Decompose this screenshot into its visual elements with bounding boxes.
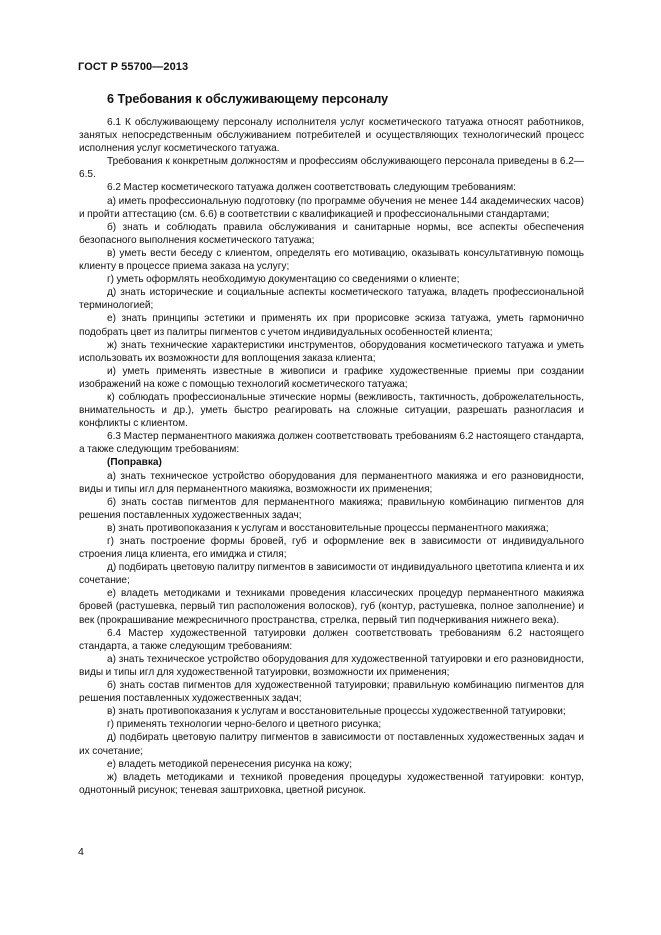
- paragraph-6-2: 6.2 Мастер косметического татуажа должен соответствовать следующим требованиям:: [107, 182, 516, 194]
- list-item-6-3-g: г) знать построение формы бровей, губ и оформление век в зависимости от индивидуального строения лица клиента, его имиджа и стиля;: [79, 536, 584, 561]
- page-number: 4: [78, 846, 84, 858]
- list-item-6-3-a: а) знать техническое устройство оборудования для перманентного макияжа и его разновидности, виды и типы игл для перманентного макияжа, возможности их применения;: [79, 470, 584, 495]
- list-item-6-4-b: б) знать состав пигментов для художественной татуировки; правильную комбинацию пигментов для решения поставленных художественных задач;: [79, 680, 584, 705]
- list-item-6-3-b: б) знать состав пигментов для перманентного макияжа; правильную комбинацию пигментов для решения поставленных художественных задач;: [79, 496, 584, 521]
- list-item-6-4-zh: ж) владеть методиками и техникой проведения процедуры художественной татуировки: контур, однотонный рисунок; теневая заштриховка, цветной рисунок.: [79, 771, 584, 796]
- paragraph-6-3: 6.3 Мастер перманентного макияжа должен соответствовать требованиям 6.2 настоящего стандарта, а также следующим требованиям:: [79, 431, 584, 456]
- list-item-6-2-zh: ж) знать технические характеристики инструментов, оборудования косметического татуажа и уметь использовать их возможности для воплощения заказа клиента;: [79, 339, 584, 364]
- list-item-6-2-d: д) знать исторические и социальные аспекты косметического татуажа, владеть профессиональной терминологией;: [79, 287, 584, 312]
- paragraph-6-1: 6.1 К обслуживающему персоналу исполнителя услуг косметического татуажа относят работников, занятых непосредственным обслуживанием потребителей и осуществляющих технологический процесс исполнения услуг косметического татуажа.: [79, 117, 584, 155]
- list-item-6-3-d: д) подбирать цветовую палитру пигментов в зависимости от индивидуального цветотипа клиента и их сочетание;: [79, 562, 584, 587]
- list-item-6-4-g: г) применять технологии черно-белого и цветного рисунка;: [107, 719, 382, 731]
- list-item-6-2-b: б) знать и соблюдать правила обслуживания и санитарные нормы, все аспекты обеспечения безопасного выполнения косметического татуажа;: [79, 221, 584, 246]
- paragraph-requirements-ref: Требования к конкретным должностям и профессиям обслуживающего персонала приведены в 6.2—6.5.: [79, 156, 584, 181]
- section-body: [79, 116, 584, 797]
- list-item-6-3-e: е) владеть методиками и техниками проведения классических процедур перманентного макияжа бровей (растушевка, первый тип расположения волосков), губ (контур, растушевка, полное заполнение) и век (прокрашивание межресничного пространства, стрелка, первый тип подчеркивания нижнего века).: [79, 588, 584, 626]
- amendment-note: (Поправка): [107, 457, 162, 469]
- list-item-6-2-k: к) соблюдать профессиональные этические нормы (вежливость, тактичность, доброжелательность, внимательность и др.), уметь быстро реагировать на сложные ситуации, разрешать разногласия и конфликты с клиентом.: [79, 391, 584, 430]
- list-item-6-2-a: а) иметь профессиональную подготовку (по программе обучения не менее 144 академических часов) и пройти аттестацию (см. 6.6) в соответствии с квалификацией и профессиональными стандартами;: [79, 195, 584, 220]
- list-item-6-4-v: в) знать противопоказания к услугам и восстановительные процессы художественной татуировки;: [107, 706, 566, 718]
- document-standard-id: ГОСТ Р 55700—2013: [78, 61, 189, 73]
- list-item-6-4-a: а) знать техническое устройство оборудования для художественной татуировки и его разновидности, виды и типы игл для художественной татуировки, возможности их применения;: [79, 653, 584, 678]
- list-item-6-2-v: в) уметь вести беседу с клиентом, определять его мотивацию, оказывать консультативную помощь клиенту в процессе приема заказа на услугу;: [79, 247, 584, 273]
- list-item-6-3-v: в) знать противопоказания к услугам и восстановительные процессы перманентного макияжа;: [107, 522, 549, 534]
- list-item-6-4-e: е) владеть методикой перенесения рисунка на кожу;: [107, 758, 353, 770]
- list-item-6-4-d: д) подбирать цветовую палитру пигментов в зависимости от поставленных художественных задач и их сочетание;: [79, 732, 584, 757]
- paragraph-6-4: 6.4 Мастер художественной татуировки должен соответствовать требованиям 6.2 настоящего стандарта, а также следующим требованиям:: [79, 627, 584, 652]
- list-item-6-2-e: е) знать принципы эстетики и применять их при прорисовке эскиза татуажа, уметь гармонично подобрать цвет из палитры пигментов с учетом индивидуальных особенностей клиента;: [79, 313, 584, 338]
- list-item-6-2-i: и) уметь применять известные в живописи и графике художественные приемы при создании изображений на коже с помощью технологий косметического татуажа;: [79, 365, 584, 390]
- list-item-6-2-g: г) уметь оформлять необходимую документацию со сведениями о клиенте;: [107, 274, 460, 286]
- section-heading: 6 Требования к обслуживающему персоналу: [107, 92, 389, 106]
